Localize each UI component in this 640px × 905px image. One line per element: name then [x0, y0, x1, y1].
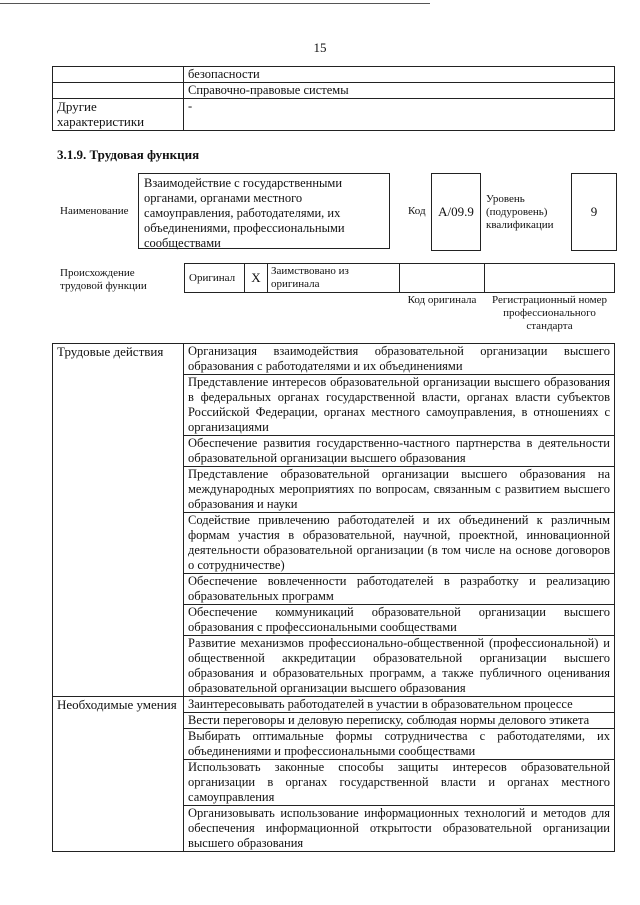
skill-item: Выбирать оптимальные формы сотрудничества с работодателями, их объединениями и профессиональными сообществами — [184, 729, 615, 760]
table-row — [53, 697, 615, 713]
labor-action-item: Обеспечение вовлеченности работодателей в разработку и реализацию образовательных программ — [184, 574, 615, 605]
name-label: Наименование — [60, 205, 129, 217]
table-row — [53, 344, 615, 375]
table-cell — [53, 67, 184, 83]
labor-action-item: Развитие механизмов профессионально-общественной (профессиональной) и общественной аккредитации образовательной организации высшего образования и образовательных программ, а также публичного оценивания образовательной организации высшего образования — [184, 636, 615, 697]
reg-number-caption: Регистрационный номер профессионального стандарта — [491, 294, 608, 332]
table-cell — [53, 83, 184, 99]
skill-item: Заинтересовывать работодателей в участии в образовательном процессе — [184, 697, 615, 713]
skill-item: Вести переговоры и деловую переписку, соблюдая нормы делового этикета — [184, 713, 615, 729]
table-cell: Другие характеристики — [53, 99, 184, 131]
skill-item: Использовать законные способы защиты интересов образовательной организации в органах государственной власти и органах местного самоуправления — [184, 760, 615, 806]
labor-actions-label: Трудовые действия — [53, 344, 184, 697]
skill-item: Организовывать использование информационных технологий и методов для обеспечения информационной открытости образовательной организации высшего образования — [184, 806, 615, 852]
labor-action-item: Содействие привлечению работодателей и их объединений к различным формам участия в образовательной, научной, проектной, инновационной деятельности образовательной организации (в том числе на основе договоров о сотрудничестве) — [184, 513, 615, 574]
table-cell: - — [184, 99, 615, 131]
labor-action-item: Организация взаимодействия образовательной организации высшего образования с работодателями и их объединениями — [184, 344, 615, 375]
table-row — [53, 83, 615, 99]
table-row — [53, 67, 615, 83]
skills-label: Необходимые умения — [53, 697, 184, 852]
code-label: Код — [408, 205, 426, 217]
origin-box — [184, 263, 615, 293]
original-label: Оригинал — [185, 264, 245, 292]
function-name-box: Взаимодействие с государственными органами, органами местного самоуправления, работодателями, их объединениями, профессиональными сообществами — [138, 173, 390, 249]
labor-action-item: Представление интересов образовательной организации высшего образования в федеральных органах государственной власти, органах власти субъектов Российской Федерации, органах местного самоуправления, в отношениях с организациями — [184, 375, 615, 436]
section-heading: 3.1.9. Трудовая функция — [57, 147, 200, 162]
top-rule — [0, 3, 430, 4]
page-number: 15 — [313, 40, 327, 55]
code-original-cell — [400, 264, 485, 292]
code-box: A/09.9 — [431, 173, 481, 251]
reg-number-cell — [484, 264, 614, 292]
level-label: Уровень (подуровень) квалификации — [486, 193, 554, 231]
labor-action-item: Обеспечение коммуникаций образовательной организации высшего образования с профессиональными сообществами — [184, 605, 615, 636]
labor-action-item: Обеспечение развития государственно-частного партнерства в деятельности образовательной организации высшего образования — [184, 436, 615, 467]
table-cell: Справочно-правовые системы — [184, 83, 615, 99]
table-cell: безопасности — [184, 67, 615, 83]
labor-function-table — [52, 343, 615, 852]
labor-action-item: Представление образовательной организации высшего образования на международных мероприятиях по вопросам, связанным с развитием высшего образования и науки — [184, 467, 615, 513]
borrowed-label: Заимствовано из оригинала — [267, 264, 400, 292]
level-box: 9 — [571, 173, 617, 251]
code-original-caption: Код оригинала — [407, 294, 477, 306]
origin-label: Происхождение трудовой функции — [60, 267, 147, 292]
continuation-table — [52, 66, 615, 131]
table-row — [53, 99, 615, 131]
original-mark: X — [245, 264, 268, 292]
